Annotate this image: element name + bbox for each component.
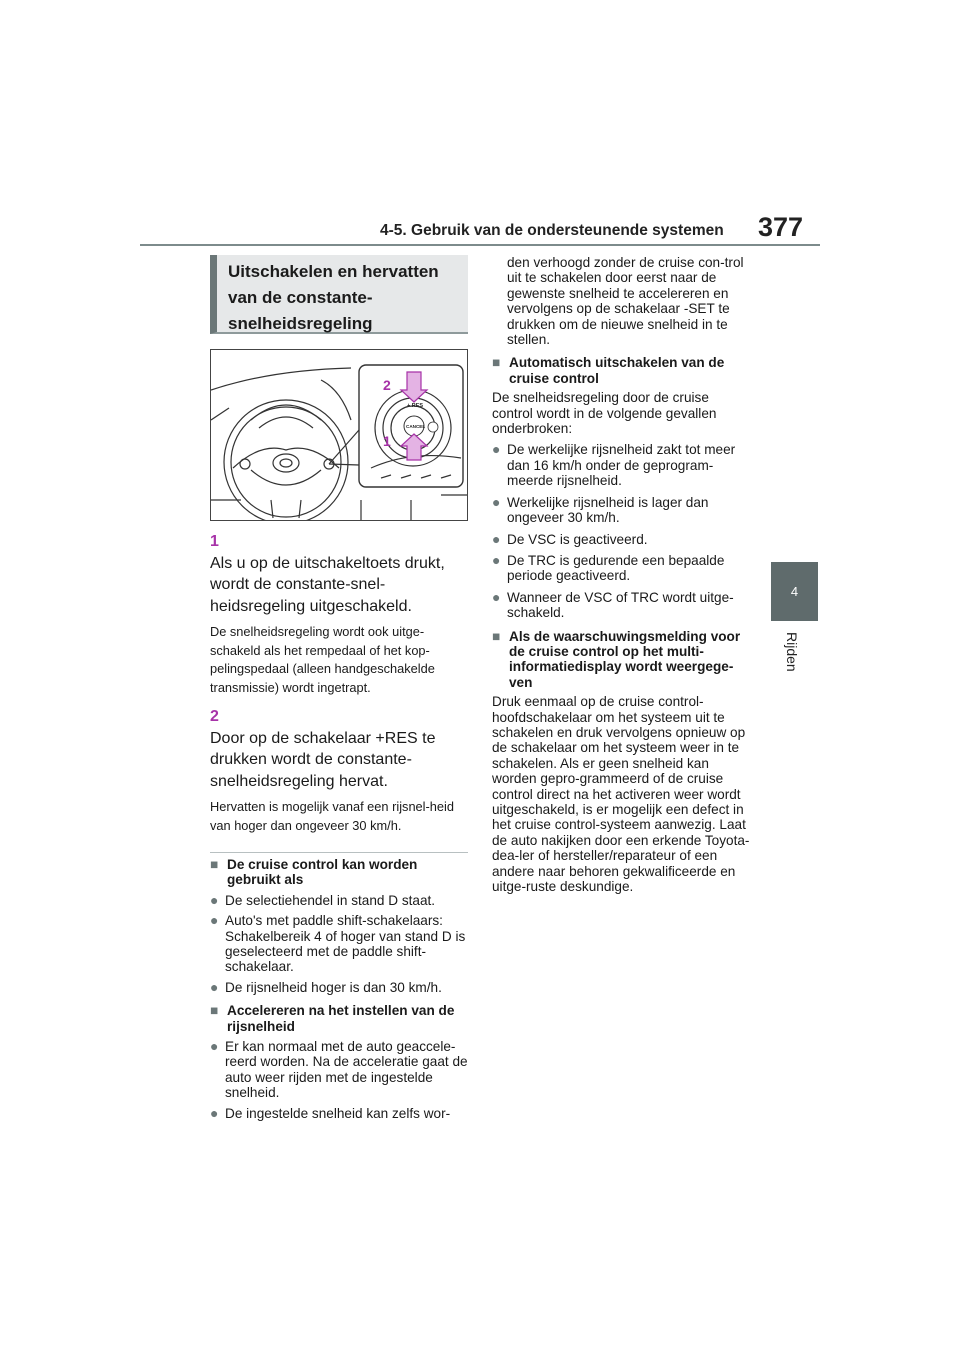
callout-2: 2 — [383, 377, 391, 393]
circle-bullet-icon: ● — [492, 551, 501, 568]
step-2-text: Door op de schakelaar +RES te drukken wordt de constante-snelheidsregeling hervat. — [210, 729, 436, 790]
continued-text: den verhoogd zonder de cruise con-trol uit te schakelen door eerst naar de gewenste snelheid te accelereren en vervolgens op de schakelaar -SET te drukken om de nieuwe snelheid in te stellen. — [507, 255, 744, 348]
list-item: ● De rijsnelheid hoger is dan 30 km/h. — [210, 978, 442, 995]
res-button-label: + RES — [407, 403, 424, 409]
step-2-note: Hervatten is mogelijk vanaf een rijsnel-heid van hoger dan ongeveer 30 km/h. — [210, 799, 454, 833]
circle-bullet-icon: ● — [492, 530, 501, 547]
list-item: ● Er kan normaal met de auto geaccele-reerd worden. Na de acceleratie gaat de auto weer rijden met de ingestelde snelheid. — [210, 1038, 468, 1101]
list-item: ● De VSC is geactiveerd. — [492, 530, 648, 547]
step-1-text: Als u op de uitschakeltoets drukt, wordt de constante-snel-heidsregeling uitgeschakeld. — [210, 554, 445, 615]
auto-off-intro: De snelheidsregeling door de cruise control wordt in de volgende gevallen onderbroken: — [492, 390, 717, 437]
circle-bullet-icon: ● — [492, 493, 501, 510]
header-rule — [140, 244, 820, 246]
right-column — [492, 255, 750, 894]
section-divider — [210, 852, 468, 853]
circle-bullet-icon: ● — [210, 1038, 219, 1055]
list-item: ● De selectiehendel in stand D staat. — [210, 891, 436, 908]
circle-bullet-icon: ● — [492, 588, 501, 605]
left-column — [210, 531, 468, 1121]
steering-wheel-illustration — [211, 350, 467, 520]
square-bullet-icon: ■ — [492, 355, 501, 371]
list-item: ● De werkelijke rijsnelheid zakt tot meer dan 16 km/h onder de geprogram-meerde rijsnelheid. — [492, 441, 736, 489]
chapter-tab: 4 — [771, 562, 818, 621]
square-bullet-icon: ■ — [492, 628, 501, 644]
step-2-number: 2 — [210, 708, 219, 725]
list-item: ● De ingestelde snelheid kan zelfs wor- — [210, 1104, 451, 1121]
steering-wheel-figure — [210, 349, 468, 521]
callout-1: 1 — [383, 433, 391, 449]
chapter-side-label: Rijden — [784, 632, 800, 672]
square-bullet-icon: ■ — [210, 857, 219, 872]
list-item: ● Werkelijke rijsnelheid is lager dan ongeveer 30 km/h. — [492, 493, 709, 526]
step-2 — [210, 706, 468, 792]
circle-bullet-icon: ● — [210, 1104, 219, 1121]
circle-bullet-icon: ● — [210, 891, 219, 908]
usable-conditions-heading: ■ De cruise control kan worden gebruikt als — [210, 857, 418, 888]
page-number: 377 — [758, 212, 804, 242]
warning-body: Druk eenmaal op de cruise control-hoofdschakelaar om het systeem uit te schakelen en druk vervolgens opnieuw op de schakelaar om het systeem weer in te schakelen. Als er geen snelheid kan worden gepro-grammeerd of de cruise control direct na het activeren weer wordt uitgeschakeld, is er mogelijk een defect in het cruise control-systeem aanwezig. Laat de auto nakijken door een erkende Toyota-dea-ler of hersteller/reparateur of een andere naar behoren gekwalificeerde en uitge-ruste deskundige. — [492, 694, 750, 895]
list-item: ● Wanneer de VSC of TRC wordt uitge-schakeld. — [492, 588, 734, 621]
list-item: ● De TRC is gedurende een bepaalde periode geactiveerd. — [492, 551, 725, 584]
step-1 — [210, 531, 468, 617]
square-bullet-icon: ■ — [210, 1003, 219, 1019]
chapter-title: 4-5. Gebruik van de ondersteunende systemen — [380, 222, 724, 239]
step-1-number: 1 — [210, 533, 219, 550]
accelerate-heading: ■ Accelereren na het instellen van de rijsnelheid — [210, 1003, 455, 1034]
warning-heading: ■ Als de waarschuwingsmelding voor de cruise control op het multi-informatiedisplay wordt weergege-ven — [492, 628, 741, 690]
auto-off-heading: ■ Automatisch uitschakelen van de cruise control — [492, 355, 725, 386]
step-1-note: De snelheidsregeling wordt ook uitge-schakeld als het rempedaal of het kop-pelingspedaal (alleen handgeschakelde transmissie) wordt ingetrapt. — [210, 624, 435, 695]
list-item: ● Auto's met paddle shift-schakelaars: Schakelbereik 4 of hoger van stand D is geselecteerd met de paddle shift-schakelaar. — [210, 912, 466, 975]
section-title: Uitschakelen en hervatten van de constante- snelheidsregeling — [228, 262, 439, 333]
cancel-button-label: CANCEL — [406, 424, 426, 429]
circle-bullet-icon: ● — [210, 978, 219, 995]
section-heading-box — [210, 255, 468, 334]
circle-bullet-icon: ● — [210, 912, 219, 929]
circle-bullet-icon: ● — [492, 441, 501, 458]
